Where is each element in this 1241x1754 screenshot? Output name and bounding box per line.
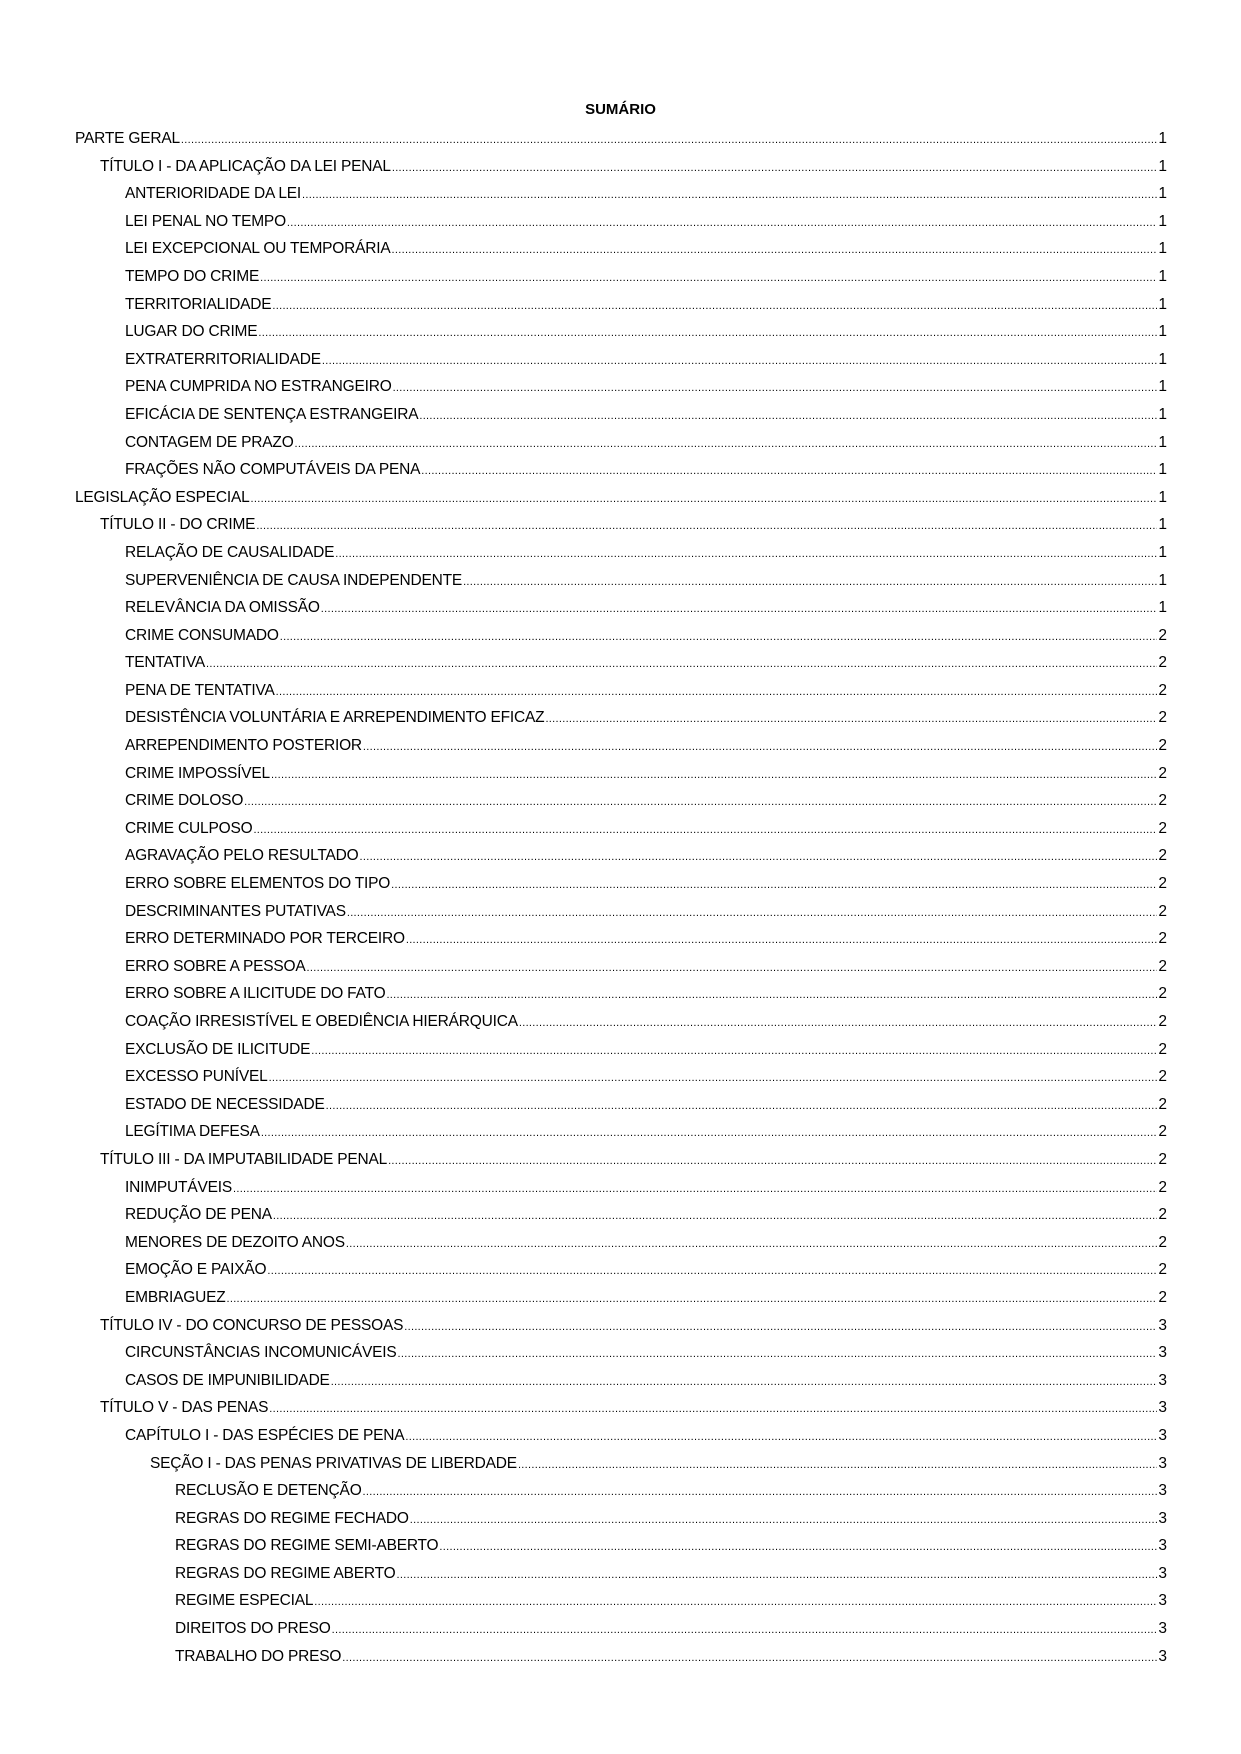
toc-entry-page-number: 3 [1158,1454,1167,1472]
toc-entry-label: EMBRIAGUEZ [125,1288,226,1306]
toc-entry-label: REDUÇÃO DE PENA [125,1206,272,1224]
dot-leader [518,1454,1157,1475]
dot-leader [388,1150,1157,1171]
toc-entry[interactable] [75,874,1167,902]
toc-entry-label: LEI PENAL NO TEMPO [125,212,286,230]
dot-leader [269,1398,1157,1419]
toc-entry-label: DESCRIMINANTES PUTATIVAS [125,902,346,920]
toc-entry[interactable] [75,1591,1167,1619]
toc-entry[interactable] [75,984,1167,1012]
toc-entry[interactable] [75,1647,1167,1675]
toc-entry[interactable] [75,1067,1167,1095]
dot-leader [302,184,1157,205]
toc-entry-page-number: 2 [1158,1233,1167,1251]
dot-leader [273,1205,1158,1226]
toc-entry-page-number: 3 [1158,1371,1167,1389]
dot-leader [314,1591,1157,1612]
dot-leader [404,1316,1157,1337]
page-title: SUMÁRIO [585,101,656,118]
dot-leader [392,239,1158,260]
toc-entry-page-number: 1 [1158,461,1167,479]
toc-entry-label: ARREPENDIMENTO POSTERIOR [125,737,362,755]
toc-entry[interactable] [75,1371,1167,1399]
toc-entry-page-number: 2 [1158,875,1167,893]
toc-entry[interactable] [75,598,1167,626]
dot-leader [272,295,1157,316]
toc-entry-label: ANTERIORIDADE DA LEI [125,185,302,203]
toc-entry-label: FRAÇÕES NÃO COMPUTÁVEIS DA PENA [125,461,421,479]
toc-entry-page-number: 2 [1158,626,1167,644]
toc-entry[interactable] [75,1343,1167,1371]
dot-leader [331,1371,1158,1392]
toc-entry-page-number: 2 [1158,847,1167,865]
dot-leader [271,764,1157,785]
dot-leader [346,1233,1157,1254]
toc-entry-label: CRIME CONSUMADO [125,626,279,644]
toc-entry-label: ERRO SOBRE A ILICITUDE DO FATO [125,985,386,1003]
toc-entry[interactable] [75,791,1167,819]
toc-entry[interactable] [75,488,1167,516]
toc-entry[interactable] [75,1481,1167,1509]
toc-entry[interactable] [75,653,1167,681]
toc-entry-page-number: 2 [1158,930,1167,948]
toc-entry[interactable] [75,736,1167,764]
toc-entry-page-number: 3 [1158,1620,1167,1638]
dot-leader [287,212,1157,233]
toc-entry-label: TÍTULO III - DA IMPUTABILIDADE PENAL [100,1150,388,1168]
dot-leader [463,571,1157,592]
toc-entry[interactable] [75,350,1167,378]
toc-entry-page-number: 1 [1158,488,1167,506]
dot-leader [321,598,1158,619]
toc-entry-label: LUGAR DO CRIME [125,323,258,341]
toc-entry-label: CAPÍTULO I - DAS ESPÉCIES DE PENA [125,1426,405,1444]
toc-entry-page-number: 2 [1158,737,1167,755]
toc-entry[interactable] [75,460,1167,488]
toc-entry-page-number: 3 [1158,1482,1167,1500]
dot-leader [251,488,1158,509]
toc-entry-label: CRIME IMPOSSÍVEL [125,764,270,782]
dot-leader [260,267,1157,288]
toc-entry[interactable] [75,1040,1167,1068]
dot-leader [421,460,1157,481]
toc-entry-label: LEGÍTIMA DEFESA [125,1123,260,1141]
toc-entry[interactable] [75,929,1167,957]
toc-entry-label: TÍTULO IV - DO CONCURSO DE PESSOAS [100,1316,404,1334]
toc-entry[interactable] [75,1288,1167,1316]
toc-entry-page-number: 2 [1158,957,1167,975]
toc-entry-page-number: 2 [1158,1150,1167,1168]
toc-entry[interactable] [75,708,1167,736]
toc-entry-page-number: 2 [1158,709,1167,727]
toc-entry[interactable] [75,1426,1167,1454]
toc-entry-page-number: 1 [1158,378,1167,396]
toc-entry-page-number: 1 [1158,130,1167,147]
dot-leader [269,1067,1158,1088]
toc-entry-label: CIRCUNSTÂNCIAS INCOMUNICÁVEIS [125,1344,397,1362]
toc-entry-page-number: 3 [1158,1564,1167,1582]
dot-leader [419,405,1157,426]
dot-leader [406,929,1158,950]
toc-entry-label: ESTADO DE NECESSIDADE [125,1095,325,1113]
toc-entry-label: TRABALHO DO PRESO [175,1647,342,1665]
toc-entry[interactable] [75,295,1167,323]
toc-entry-page-number: 3 [1158,1344,1167,1362]
toc-entry[interactable] [75,846,1167,874]
toc-entry-label: REGRAS DO REGIME FECHADO [175,1509,409,1527]
toc-entry-page-number: 2 [1158,1261,1167,1279]
dot-leader [397,1564,1158,1585]
toc-entry-label: REGRAS DO REGIME ABERTO [175,1564,396,1582]
dot-leader [267,1260,1157,1281]
toc-entry-label: PENA CUMPRIDA NO ESTRANGEIRO [125,378,392,396]
dot-leader [392,157,1158,178]
toc-entry-page-number: 2 [1158,764,1167,782]
toc-entry-label: EXCESSO PUNÍVEL [125,1068,268,1086]
toc-entry-page-number: 1 [1158,433,1167,451]
toc-entry-page-number: 1 [1158,295,1167,313]
toc-entry-label: MENORES DE DEZOITO ANOS [125,1233,345,1251]
toc-entry[interactable] [75,129,1167,157]
toc-entry-label: TENTATIVA [125,654,206,672]
toc-entry-label: RECLUSÃO E DETENÇÃO [175,1482,362,1500]
toc-entry-page-number: 1 [1158,599,1167,617]
toc-entry-label: TEMPO DO CRIME [125,267,260,285]
toc-entry[interactable] [75,681,1167,709]
toc-entry-label: ERRO SOBRE A PESSOA [125,957,306,975]
toc-entry-page-number: 2 [1158,1095,1167,1113]
dot-leader [360,846,1158,867]
toc-entry-page-number: 2 [1158,985,1167,1003]
toc-entry-label: DIREITOS DO PRESO [175,1620,331,1638]
dot-leader [280,626,1158,647]
toc-entry[interactable] [75,1619,1167,1647]
toc-entry-page-number: 1 [1158,516,1167,534]
toc-entry-page-number: 1 [1158,212,1167,230]
toc-entry-label: TÍTULO II - DO CRIME [100,516,256,534]
toc-entry-page-number: 1 [1158,185,1167,203]
dot-leader [307,957,1158,978]
toc-entry[interactable] [75,1150,1167,1178]
toc-entry[interactable] [75,957,1167,985]
toc-entry-page-number: 3 [1158,1509,1167,1527]
toc-entry-page-number: 2 [1158,792,1167,810]
dot-leader [256,515,1157,536]
dot-leader [393,377,1158,398]
toc-entry-label: TERRITORIALIDADE [125,295,272,313]
toc-entry-label: PARTE GERAL [75,130,180,147]
toc-entry-page-number: 2 [1158,1288,1167,1306]
dot-leader [405,1426,1157,1447]
toc-entry-label: AGRAVAÇÃO PELO RESULTADO [125,847,359,865]
toc-entry[interactable] [75,1095,1167,1123]
dot-leader [226,1288,1157,1309]
dot-leader [261,1122,1158,1143]
dot-leader [326,1095,1158,1116]
toc-entry-label: CASOS DE IMPUNIBILIDADE [125,1371,330,1389]
toc-entry-page-number: 1 [1158,543,1167,561]
toc-entry-label: DESISTÊNCIA VOLUNTÁRIA E ARREPENDIMENTO EFICAZ [125,709,545,727]
dot-leader [398,1343,1158,1364]
dot-leader [295,433,1158,454]
dot-leader [233,1178,1157,1199]
dot-leader [439,1536,1157,1557]
dot-leader [332,1619,1158,1640]
toc-entry[interactable] [75,764,1167,792]
dot-leader [363,736,1157,757]
toc-entry[interactable] [75,157,1167,185]
toc-entry-page-number: 2 [1158,654,1167,672]
toc-entry[interactable] [75,405,1167,433]
toc-entry-label: REGIME ESPECIAL [175,1592,314,1610]
toc-entry-label: TÍTULO V - DAS PENAS [100,1399,269,1417]
toc-entry[interactable] [75,433,1167,461]
toc-entry[interactable] [75,543,1167,571]
toc-entry-label: EMOÇÃO E PAIXÃO [125,1261,267,1279]
toc-entry-page-number: 2 [1158,819,1167,837]
dot-leader [335,543,1157,564]
toc-entry-page-number: 3 [1158,1426,1167,1444]
toc-entry[interactable] [75,1564,1167,1592]
toc-entry[interactable] [75,212,1167,240]
toc-entry-label: REGRAS DO REGIME SEMI-ABERTO [175,1537,439,1555]
toc-entry-label: LEI EXCEPCIONAL OU TEMPORÁRIA [125,240,391,258]
table-of-contents [75,129,1167,1674]
toc-entry-label: EXTRATERRITORIALIDADE [125,350,321,368]
toc-entry[interactable] [75,377,1167,405]
toc-entry-page-number: 2 [1158,1178,1167,1196]
toc-entry[interactable] [75,1536,1167,1564]
toc-entry-page-number: 2 [1158,1206,1167,1224]
toc-entry-label: ERRO SOBRE ELEMENTOS DO TIPO [125,875,391,893]
toc-entry-label: CONTAGEM DE PRAZO [125,433,294,451]
dot-leader [258,322,1157,343]
toc-entry-label: CRIME CULPOSO [125,819,253,837]
toc-entry[interactable] [75,571,1167,599]
toc-entry-label: RELEVÂNCIA DA OMISSÃO [125,599,320,617]
toc-entry-page-number: 2 [1158,1013,1167,1030]
toc-entry-label: ERRO DETERMINADO POR TERCEIRO [125,930,405,948]
dot-leader [545,708,1157,729]
toc-entry[interactable] [75,1178,1167,1206]
toc-entry-label: COAÇÃO IRRESISTÍVEL E OBEDIÊNCIA HIERÁRQUICA [125,1013,518,1030]
toc-entry-page-number: 3 [1158,1399,1167,1417]
toc-entry[interactable] [75,626,1167,654]
toc-entry[interactable] [75,1454,1167,1482]
toc-entry-label: EFICÁCIA DE SENTENÇA ESTRANGEIRA [125,405,419,423]
dot-leader [253,819,1157,840]
toc-entry[interactable] [75,902,1167,930]
dot-leader [363,1481,1158,1502]
dot-leader [410,1509,1158,1530]
toc-entry-page-number: 3 [1158,1647,1167,1665]
toc-entry-page-number: 1 [1158,157,1167,175]
dot-leader [206,653,1157,674]
toc-entry-label: EXCLUSÃO DE ILICITUDE [125,1040,311,1058]
toc-entry[interactable] [75,322,1167,350]
toc-entry[interactable] [75,819,1167,847]
toc-entry-label: RELAÇÃO DE CAUSALIDADE [125,543,335,561]
toc-entry-label: PENA DE TENTATIVA [125,681,275,699]
dot-leader [322,350,1157,371]
toc-entry-label: CRIME DOLOSO [125,792,244,810]
toc-entry-label: SEÇÃO I - DAS PENAS PRIVATIVAS DE LIBERDADE [150,1454,517,1472]
toc-entry-page-number: 3 [1158,1537,1167,1555]
dot-leader [386,984,1157,1005]
toc-entry[interactable] [75,1398,1167,1426]
toc-entry-label: TÍTULO I - DA APLICAÇÃO DA LEI PENAL [100,157,391,175]
toc-entry[interactable] [75,1316,1167,1344]
toc-entry-page-number: 2 [1158,902,1167,920]
toc-entry-label: SUPERVENIÊNCIA DE CAUSA INDEPENDENTE [125,571,463,589]
dot-leader [181,129,1157,150]
toc-entry-page-number: 3 [1158,1592,1167,1610]
toc-entry[interactable] [75,515,1167,543]
toc-entry-page-number: 2 [1158,681,1167,699]
dot-leader [276,681,1158,702]
toc-entry-page-number: 2 [1158,1123,1167,1141]
toc-entry-label: LEGISLAÇÃO ESPECIAL [75,488,250,506]
dot-leader [391,874,1157,895]
toc-entry-page-number: 1 [1158,571,1167,589]
toc-entry[interactable] [75,239,1167,267]
toc-entry-page-number: 2 [1158,1040,1167,1058]
toc-entry[interactable] [75,1012,1167,1040]
dot-leader [519,1012,1158,1033]
toc-entry[interactable] [75,1205,1167,1233]
dot-leader [244,791,1157,812]
toc-entry[interactable] [75,1122,1167,1150]
toc-entry-page-number: 2 [1158,1068,1167,1086]
toc-entry[interactable] [75,267,1167,295]
toc-entry-page-number: 1 [1158,240,1167,258]
toc-entry-page-number: 1 [1158,405,1167,423]
toc-entry-page-number: 1 [1158,267,1167,285]
toc-entry[interactable] [75,1509,1167,1537]
toc-entry[interactable] [75,184,1167,212]
toc-entry-label: INIMPUTÁVEIS [125,1178,232,1196]
toc-entry-page-number: 1 [1158,323,1167,341]
dot-leader [311,1040,1157,1061]
toc-entry-page-number: 1 [1158,350,1167,368]
toc-entry[interactable] [75,1233,1167,1261]
dot-leader [347,902,1158,923]
toc-entry-page-number: 3 [1158,1316,1167,1334]
dot-leader [342,1647,1157,1668]
toc-entry[interactable] [75,1260,1167,1288]
